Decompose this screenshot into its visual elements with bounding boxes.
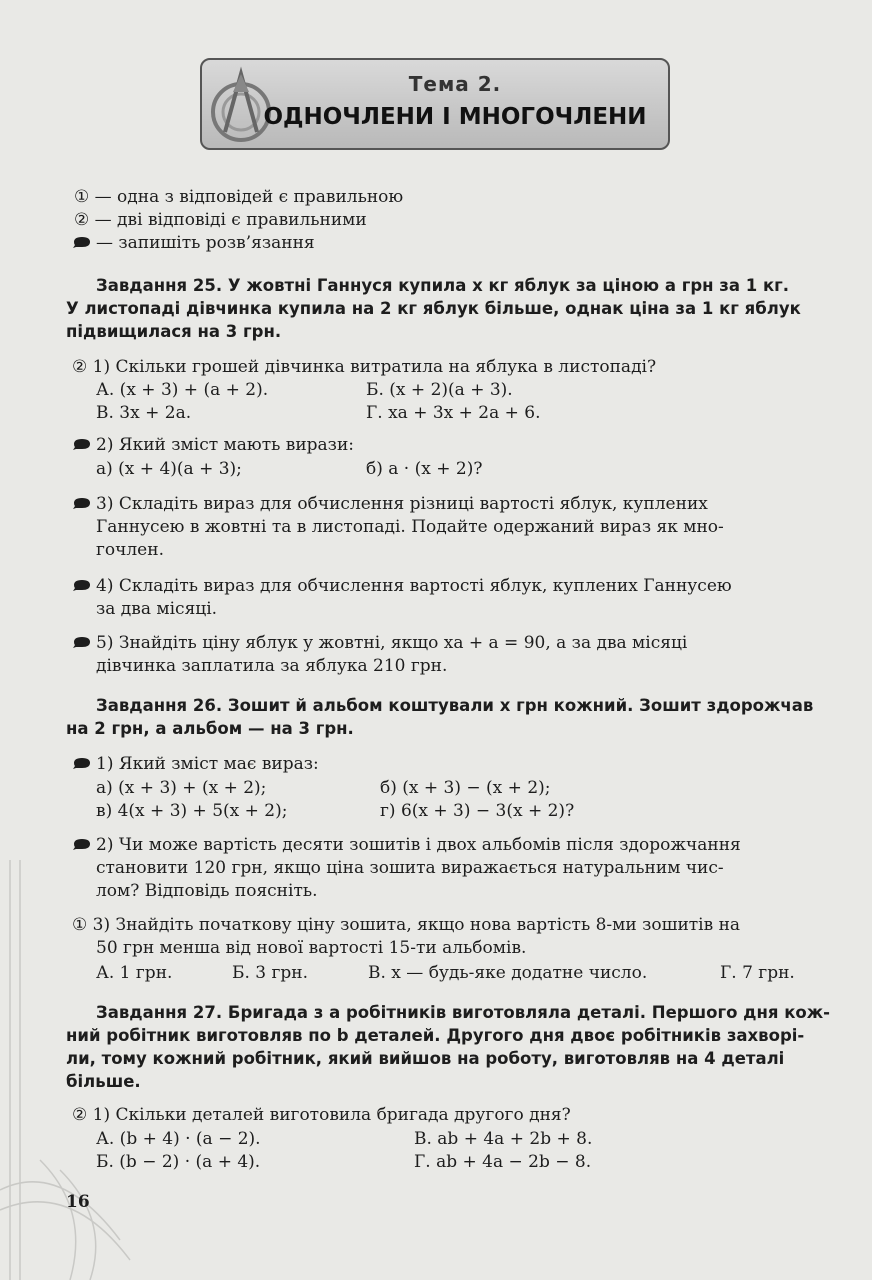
- answer-option: А. (x + 3) + (a + 2).: [96, 380, 269, 400]
- topic-title: ОДНОЧЛЕНИ І МНОГОЧЛЕНИ: [263, 104, 647, 130]
- task25-question-2: 2) Який зміст мають вирази:: [96, 435, 355, 455]
- task25-question-3-line: 3) Складіть вираз для обчислення різниці вартості яблук, куплених: [96, 494, 708, 514]
- speech-icon: [72, 579, 92, 591]
- task26-question-2-line: становити 120 грн, якщо ціна зошита виражається натуральним чис-: [96, 858, 724, 878]
- legend-text: — запишіть розв’язання: [96, 233, 315, 253]
- answer-option: б) (x + 3) − (x + 2);: [380, 778, 551, 798]
- answer-option: Г. 7 грн.: [720, 963, 795, 983]
- speech-icon: [72, 497, 92, 509]
- speech-icon: [72, 438, 92, 450]
- answer-option: А. 1 грн.: [96, 963, 173, 983]
- speech-icon: [72, 236, 92, 248]
- task27-intro-line: ний робітник виготовляв по b деталей. Другого дня двоє робітників захворі-: [66, 1026, 805, 1045]
- task25-intro-line: Завдання 25. У жовтні Ганнуся купила x кг яблук за ціною a грн за 1 кг.: [96, 276, 790, 295]
- answer-option: в) 4(x + 3) + 5(x + 2);: [96, 801, 288, 821]
- answer-option: Г. ab + 4a − 2b − 8.: [414, 1152, 592, 1172]
- legend-marker: ②: [74, 210, 90, 230]
- task27-intro-line: більше.: [66, 1072, 141, 1091]
- task26-question-2-line: лом? Відповідь поясніть.: [96, 881, 318, 901]
- answer-option: В. 3x + 2a.: [96, 403, 192, 423]
- task26-question-1: 1) Який зміст має вираз:: [96, 754, 319, 774]
- answer-option: а) (x + 3) + (x + 2);: [96, 778, 267, 798]
- task27-question-1: ② 1) Скільки деталей виготовила бригада другого дня?: [72, 1105, 571, 1125]
- answer-option: Б. (x + 2)(a + 3).: [366, 380, 513, 400]
- task25-question-1: ② 1) Скільки грошей дівчинка витратила на яблука в листопаді?: [72, 357, 657, 377]
- task26-question-3-line: 50 грн менша від нової вартості 15-ти альбомів.: [96, 938, 527, 958]
- answer-option: Б. 3 грн.: [232, 963, 309, 983]
- answer-option: б) a · (x + 2)?: [366, 459, 483, 479]
- speech-icon: [72, 636, 92, 648]
- legend-text: — дві відповіді є правильними: [94, 210, 367, 230]
- answer-option: Г. xa + 3x + 2a + 6.: [366, 403, 541, 423]
- task26-question-3-line: ① 3) Знайдіть початкову ціну зошита, якщо нова вартість 8-ми зошитів на: [72, 915, 741, 935]
- answer-option: а) (x + 4)(a + 3);: [96, 459, 242, 479]
- task26-intro-line: Завдання 26. Зошит й альбом коштували x грн кожний. Зошит здорожчав: [96, 696, 814, 715]
- task27-intro-line: ли, тому кожний робітник, який вийшов на роботу, виготовляв на 4 деталі: [66, 1049, 785, 1068]
- answer-option: А. (b + 4) · (a − 2).: [96, 1129, 261, 1149]
- answer-option: В. ab + 4a + 2b + 8.: [414, 1129, 593, 1149]
- answer-option: г) 6(x + 3) − 3(x + 2)?: [380, 801, 575, 821]
- task25-question-5-line: дівчинка заплатила за яблука 210 грн.: [96, 656, 448, 676]
- legend-marker: ①: [74, 187, 90, 207]
- legend-item: [74, 186, 403, 208]
- task25-question-3-line: Ганнусею в жовтні та в листопаді. Подайте одержаний вираз як мно-: [96, 517, 724, 537]
- task25-intro-line: підвищилася на 3 грн.: [66, 322, 282, 341]
- topic-label: Тема 2.: [408, 72, 502, 96]
- task25-question-4-line: за два місяці.: [96, 599, 218, 619]
- task25-intro-line: У листопаді дівчинка купила на 2 кг яблук більше, однак ціна за 1 кг яблук: [66, 299, 801, 318]
- task26-question-2-line: 2) Чи може вартість десяти зошитів і двох альбомів після здорожчання: [96, 835, 741, 855]
- answer-option: Б. (b − 2) · (a + 4).: [96, 1152, 261, 1172]
- task25-question-4-line: 4) Складіть вираз для обчислення вартості яблук, куплених Ганнусею: [96, 576, 732, 596]
- page-number: 16: [66, 1192, 90, 1212]
- speech-icon: [72, 838, 92, 850]
- legend-text: — одна з відповідей є правильною: [94, 187, 404, 207]
- task27-intro-line: Завдання 27. Бригада з a робітників виготовляла деталі. Першого дня кож-: [96, 1003, 831, 1022]
- legend-item: [74, 209, 367, 231]
- speech-icon: [72, 757, 92, 769]
- task25-question-5-line: 5) Знайдіть ціну яблук у жовтні, якщо xa + a = 90, а за два місяці: [96, 633, 688, 653]
- task25-question-3-line: гочлен.: [96, 540, 164, 560]
- task26-intro-line: на 2 грн, а альбом — на 3 грн.: [66, 719, 354, 738]
- answer-option: В. x — будь-яке додатне число.: [368, 963, 648, 983]
